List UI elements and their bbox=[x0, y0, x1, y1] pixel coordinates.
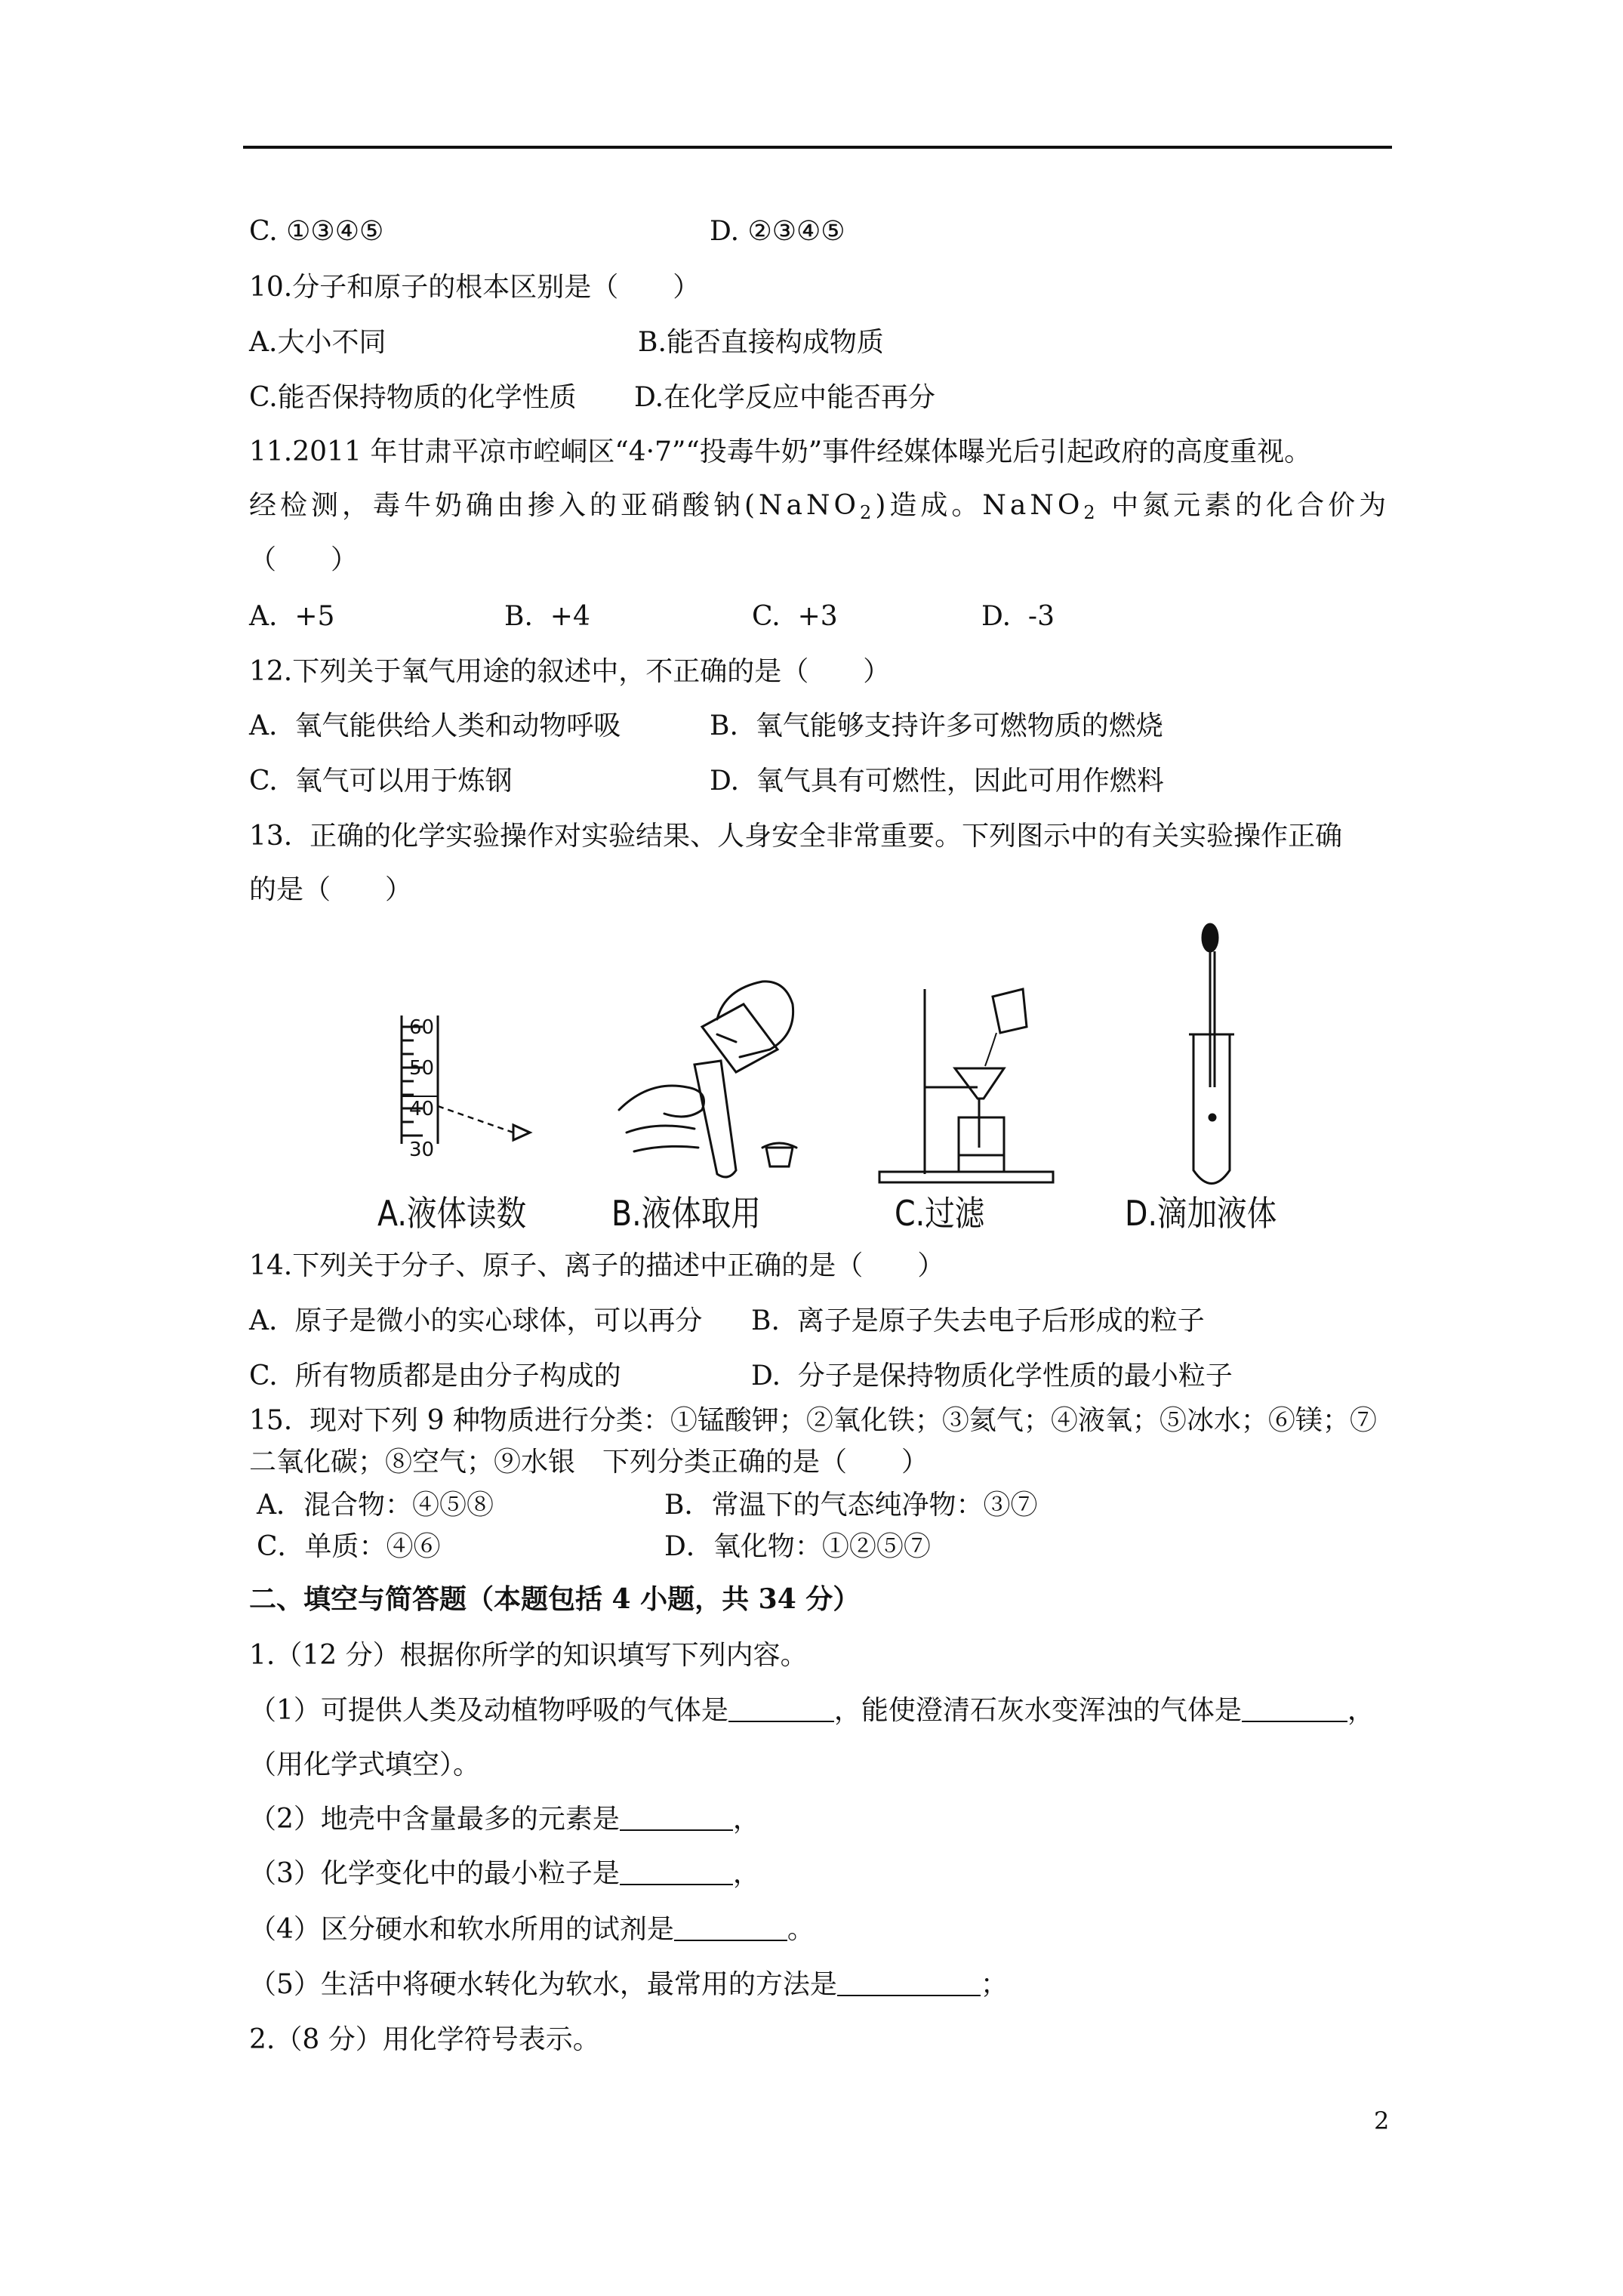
q11-option-d: D. -3 bbox=[981, 601, 1055, 632]
q10-option-c: C.能否保持物质的化学性质 bbox=[249, 382, 577, 413]
q11-line-1: 11.2011 年甘肃平凉市崆峒区“4·7”“投毒牛奶”事件经媒体曝光后引起政府的高度重视。 bbox=[249, 436, 1312, 467]
q12-option-c: C. 氧气可以用于炼钢 bbox=[249, 766, 513, 797]
header-rule bbox=[243, 146, 1392, 149]
answer-blank[interactable] bbox=[1242, 1698, 1347, 1722]
figure-a-label: A.液体读数 bbox=[377, 1193, 527, 1234]
q11-option-c: C. +3 bbox=[752, 601, 838, 632]
answer-blank[interactable] bbox=[674, 1917, 787, 1941]
q12-option-b: B. 氧气能够支持许多可燃物质的燃烧 bbox=[710, 710, 1163, 741]
q15-option-c: C．单质：④⑥ bbox=[257, 1531, 441, 1562]
figure-c-filtration bbox=[864, 974, 1076, 1200]
q11-option-b: B. +4 bbox=[504, 601, 590, 632]
figure-b-pouring bbox=[604, 959, 830, 1185]
q14-option-b: B. 离子是原子失去电子后形成的粒子 bbox=[751, 1305, 1205, 1336]
answer-blank[interactable] bbox=[620, 1807, 733, 1831]
page-number: 2 bbox=[1374, 2106, 1390, 2135]
answer-blank[interactable] bbox=[620, 1861, 733, 1885]
q9-option-d: D. ②③④⑤ bbox=[710, 216, 845, 247]
q15-option-a: A．混合物：④⑤⑧ bbox=[257, 1490, 494, 1521]
q14-option-a: A. 原子是微小的实心球体，可以再分 bbox=[249, 1305, 703, 1336]
fill1-part-1: （1）可提供人类及动植物呼吸的气体是 ，能使澄清石灰水变浑浊的气体是 ， bbox=[249, 1695, 1375, 1726]
q10-stem: 10.分子和原子的根本区别是（ ） bbox=[249, 272, 701, 303]
q12-option-a: A. 氧气能供给人类和动物呼吸 bbox=[249, 710, 621, 741]
q10-option-a: A.大小不同 bbox=[249, 327, 387, 358]
scale-label-50: 50 bbox=[409, 1057, 435, 1080]
fill1-stem: 1.（12 分）根据你所学的知识填写下列内容。 bbox=[249, 1640, 808, 1671]
q12-option-d: D. 氧气具有可燃性，因此可用作燃料 bbox=[710, 766, 1164, 797]
q10-option-d: D.在化学反应中能否再分 bbox=[634, 382, 936, 413]
q15-option-b: B．常温下的气态纯净物：③⑦ bbox=[664, 1490, 1038, 1521]
fill1-part-5: （5）生活中将硬水转化为软水，最常用的方法是 ； bbox=[249, 1969, 1008, 2000]
q14-option-d: D. 分子是保持物质化学性质的最小粒子 bbox=[751, 1361, 1233, 1391]
q9-option-c: C. ①③④⑤ bbox=[249, 216, 384, 247]
q13-line-2: 的是（ ） bbox=[249, 874, 413, 905]
q15-option-d: D．氧化物：①②⑤⑦ bbox=[664, 1531, 931, 1562]
answer-blank[interactable] bbox=[728, 1698, 834, 1722]
answer-blank[interactable] bbox=[837, 1972, 981, 1996]
figure-d-dropper bbox=[1166, 921, 1257, 1208]
figure-d-label: D.滴加液体 bbox=[1125, 1193, 1277, 1234]
fill2-stem: 2.（8 分）用化学符号表示。 bbox=[249, 2024, 600, 2055]
q14-stem: 14.下列关于分子、原子、离子的描述中正确的是（ ） bbox=[249, 1250, 945, 1281]
fill1-part-2: （2）地壳中含量最多的元素是 ， bbox=[249, 1804, 760, 1835]
q11-line-3: （ ） bbox=[249, 544, 359, 575]
q15-line-2: 二氧化碳；⑧空气；⑨水银 下列分类正确的是（ ） bbox=[249, 1447, 929, 1478]
scale-label-30: 30 bbox=[409, 1139, 435, 1161]
q13-line-1: 13. 正确的化学实验操作对实验结果、人身安全非常重要。下列图示中的有关实验操作正确 bbox=[249, 821, 1343, 852]
scale-label-60: 60 bbox=[409, 1016, 435, 1039]
figure-b-label: B.液体取用 bbox=[611, 1193, 761, 1234]
figure-c-label: C.过滤 bbox=[895, 1193, 985, 1234]
q10-option-b: B.能否直接构成物质 bbox=[638, 327, 884, 358]
q14-option-c: C. 所有物质都是由分子构成的 bbox=[249, 1361, 621, 1391]
q11-option-a: A. +5 bbox=[249, 601, 335, 632]
q15-line-1: 15. 现对下列 9 种物质进行分类：①锰酸钾；②氧化铁；③氦气；④液氧；⑤冰水；⑥镁；⑦ bbox=[249, 1405, 1377, 1436]
scale-label-40: 40 bbox=[409, 1098, 435, 1120]
fill1-part-4: （4）区分硬水和软水所用的试剂是 。 bbox=[249, 1914, 815, 1945]
q11-line-2: 经检测，毒牛奶确由掺入的亚硝酸钠(NaNO$_2$)造成。NaNO$_2$ 中氮元素的化合价为 bbox=[249, 490, 1390, 523]
q12-stem: 12.下列关于氧气用途的叙述中，不正确的是（ ） bbox=[249, 656, 891, 687]
fill1-part-3: （3）化学变化中的最小粒子是 ， bbox=[249, 1858, 760, 1889]
fill1-part-1-note: （用化学式填空）。 bbox=[249, 1749, 481, 1780]
section-2-heading: 二、填空与简答题（本题包括 4 小题，共 34 分） bbox=[249, 1583, 861, 1615]
